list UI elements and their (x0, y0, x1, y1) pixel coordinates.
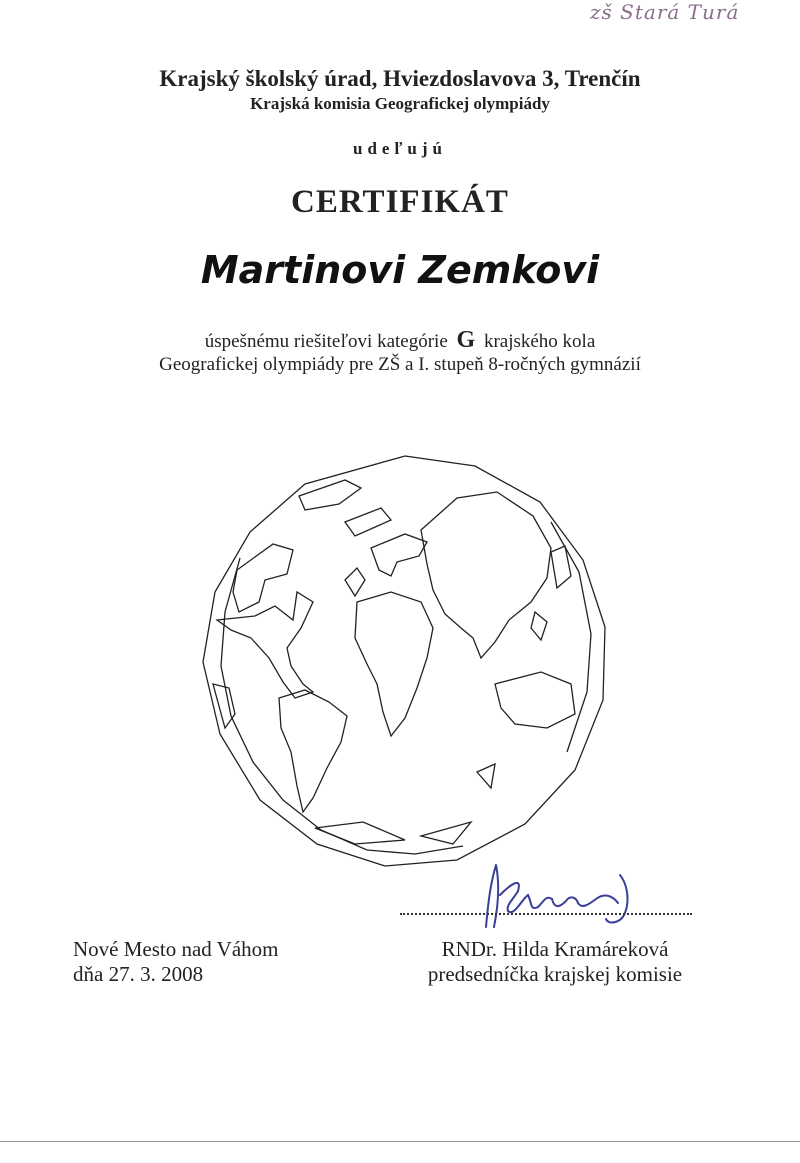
handwritten-signature (478, 855, 648, 935)
description-line-1 (0, 327, 800, 354)
continent-africa (355, 592, 433, 736)
continent-australia (495, 672, 575, 728)
signer-name: RNDr. Hilda Kramáreková (441, 937, 669, 961)
continent-south-america (279, 690, 347, 812)
globe-icon (195, 452, 615, 872)
signer-role: predsedníčka krajskej komisie (427, 962, 683, 986)
commission-heading: Krajská komisia Geografickej olympiády (250, 94, 550, 113)
awarding-text: udeľujú (353, 139, 447, 158)
category-letter: G (456, 327, 476, 353)
continent-north-america (233, 544, 293, 612)
continent-asia (421, 492, 551, 658)
description-prefix: úspešnému riešiteľovi kategórie (204, 331, 448, 352)
issuer-heading: Krajský školský úrad, Hviezdoslavova 3, Trenčín (159, 66, 641, 91)
description-line-2: Geografickej olympiády pre ZŠ a I. stupeň 8-ročných gymnázií (159, 354, 641, 375)
certificate-title: CERTIFIKÁT (291, 184, 509, 220)
issue-place: Nové Mesto nad Váhom (73, 937, 279, 961)
recipient-name: Martinovi Zemkovi (200, 248, 600, 292)
description-suffix: krajského kola (483, 331, 596, 352)
handwritten-margin-note: zš Stará Turá (590, 0, 740, 24)
globe-outline (203, 456, 605, 866)
continent-europe (371, 534, 427, 576)
signature-dotted-line (400, 913, 692, 915)
issue-date: dňa 27. 3. 2008 (73, 962, 204, 986)
scan-edge-line (0, 1141, 800, 1142)
